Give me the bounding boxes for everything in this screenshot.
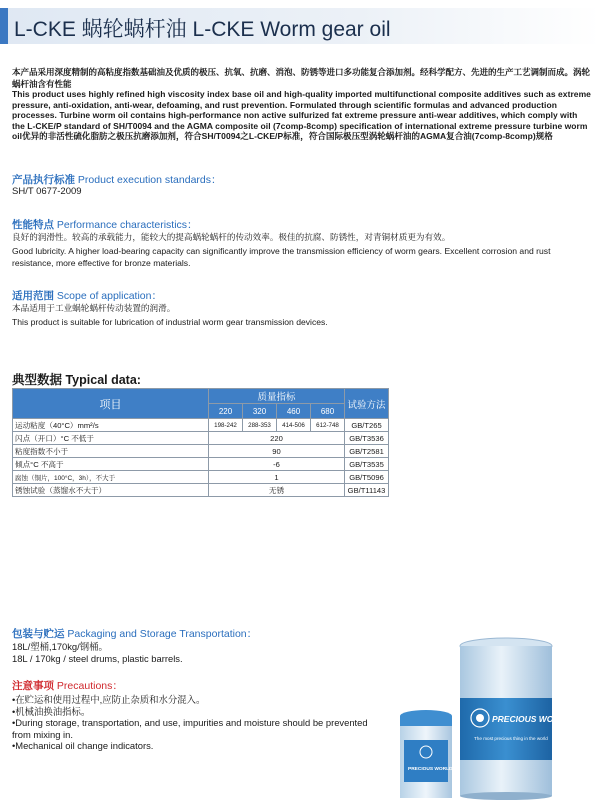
row-value: 90: [209, 445, 345, 458]
table-row: [13, 471, 389, 484]
packaging-text-cn: 18L/塑桶,170kg/钢桶。: [12, 641, 108, 652]
row-method: GB/T2581: [345, 445, 389, 458]
header-method: 试验方法: [345, 389, 389, 419]
grade-header: 680: [311, 404, 345, 419]
scope-text-en: This product is suitable for lubrication of industrial worm gear transmission devices.: [12, 317, 328, 327]
performance-text-en: Good lubricity. A higher load-bearing capacity can significantly improve the transmission efficiency of worm gears. Excellent corrosion and rust resistance, more effective for bronze materials.: [12, 246, 551, 268]
table-row: [13, 419, 389, 432]
section-heading-performance: [12, 217, 592, 232]
typical-data-table: [12, 388, 389, 497]
grade-header: 220: [209, 404, 243, 419]
section-title-en: Product execution standards：: [77, 174, 222, 186]
row-item: 闪点（开口）°C 不低于: [13, 432, 209, 445]
performance-text-cn: 良好的润滑性。较高的承载能力，能较大的提高蜗轮蜗杆的传动效率。极佳的抗腐、防锈性，对青铜材质更为有效。: [12, 232, 451, 242]
list-item: •During storage, transportation, and use, impurities and moisture should be prevented from mixing in.: [12, 717, 368, 740]
title-accent-bar: [0, 8, 8, 44]
row-item: 倾点°C 不高于: [13, 458, 209, 471]
intro-text-cn: 本产品采用深度精制的高粘度指数基础油及优质的极压、抗氧、抗磨、消泡、防锈等进口多功能复合添加剂。经科学配方、先进的生产工艺调制而成。涡轮蜗杆油含有性能: [12, 67, 591, 89]
section-title-cn: 包装与贮运: [12, 628, 65, 640]
table-row: [13, 484, 389, 497]
svg-text:The most precious thing in the: The most precious thing in the world: [474, 736, 548, 741]
title-bar: [0, 8, 600, 44]
row-method: GB/T5096: [345, 471, 389, 484]
row-item: 腐蚀（铜片，100°C，3h），不大于: [13, 471, 209, 484]
header-item: 项目: [13, 389, 209, 419]
header-quality: 质量指标: [209, 389, 345, 404]
row-value: 288-353: [243, 419, 277, 432]
section-title-en: Scope of application：: [56, 290, 162, 302]
row-item: 锈蚀试验（蒸馏水不大于）: [13, 484, 209, 497]
section-title-cn: 性能特点: [12, 219, 54, 231]
table-row: [13, 432, 389, 445]
section-title-cn: 产品执行标准: [12, 174, 75, 186]
section-title-en: Packaging and Storage Transportation：: [67, 628, 258, 640]
section-title-cn: 注意事项: [12, 680, 54, 692]
svg-text:PRECIOUS WORLD: PRECIOUS WORLD: [408, 767, 453, 772]
row-method: GB/T11143: [345, 484, 389, 497]
section-heading-packaging: [12, 626, 392, 641]
list-item: •机械油换油指标。: [12, 705, 91, 717]
intro-text-en: This product uses highly refined high viscosity index base oil and high-quality imported multifunctional composite additives such as extreme pressure, anti-oxidation, anti-wear, defoaming, and rust prevention. Formulated through scientific formulas and advanced production processes. Turbine worm oil contains high-performance non active sulfurized fat extreme pressure anti-wear additives, which comply with the L-CKE/P standard of SH/T0094 and the AGMA composite oil (7comp-8comp) specification of international extreme pressure turbine worm oil优异的非活性硫化脂肪之极压抗磨添加剂，符合SH/T0094之L-CKE/P标准，符合国际极压型涡轮蜗杆油的AGMA复合油(7comp-8comp)规格: [12, 89, 591, 141]
oil-containers-icon: [396, 636, 600, 800]
section-title-cn: 适用范围: [12, 290, 54, 302]
row-value: 220: [209, 432, 345, 445]
section-heading-standards: [12, 172, 592, 187]
row-value: 198-242: [209, 419, 243, 432]
row-value: 612-748: [311, 419, 345, 432]
section-heading-precautions: [12, 678, 392, 693]
scope-text-cn: 本品适用于工业蜗轮蜗杆传动装置的润滑。: [12, 303, 176, 313]
section-title-en: Precautions：: [56, 680, 123, 692]
typical-data-title: 典型数据 Typical data:: [12, 373, 141, 387]
page-title: L-CKE 蜗轮蜗杆油 L-CKE Worm gear oil: [14, 18, 391, 41]
row-value: 414-506: [277, 419, 311, 432]
row-value: 无锈: [209, 484, 345, 497]
row-method: GB/T265: [345, 419, 389, 432]
section-title-en: Performance characteristics：: [56, 219, 198, 231]
standard-value: SH/T 0677-2009: [12, 186, 82, 197]
svg-text:PRECIOUS WORLD: PRECIOUS WORLD: [492, 714, 571, 724]
row-item: 运动粘度（40°C）mm²/s: [13, 419, 209, 432]
row-method: GB/T3535: [345, 458, 389, 471]
row-value: 1: [209, 471, 345, 484]
list-item: •在贮运和使用过程中,应防止杂质和水分混入。: [12, 694, 206, 705]
list-item: •Mechanical oil change indicators.: [12, 740, 154, 752]
row-method: GB/T3536: [345, 432, 389, 445]
row-item: 粘度指数不小于: [13, 445, 209, 458]
packaging-text-en: 18L / 170kg / steel drums, plastic barrels.: [12, 653, 183, 664]
product-image: [396, 636, 600, 800]
section-heading-scope: [12, 288, 592, 303]
table-row: [13, 445, 389, 458]
row-value: -6: [209, 458, 345, 471]
grade-header: 460: [277, 404, 311, 419]
table-row: [13, 458, 389, 471]
precautions-list: [12, 694, 380, 752]
grade-header: 320: [243, 404, 277, 419]
